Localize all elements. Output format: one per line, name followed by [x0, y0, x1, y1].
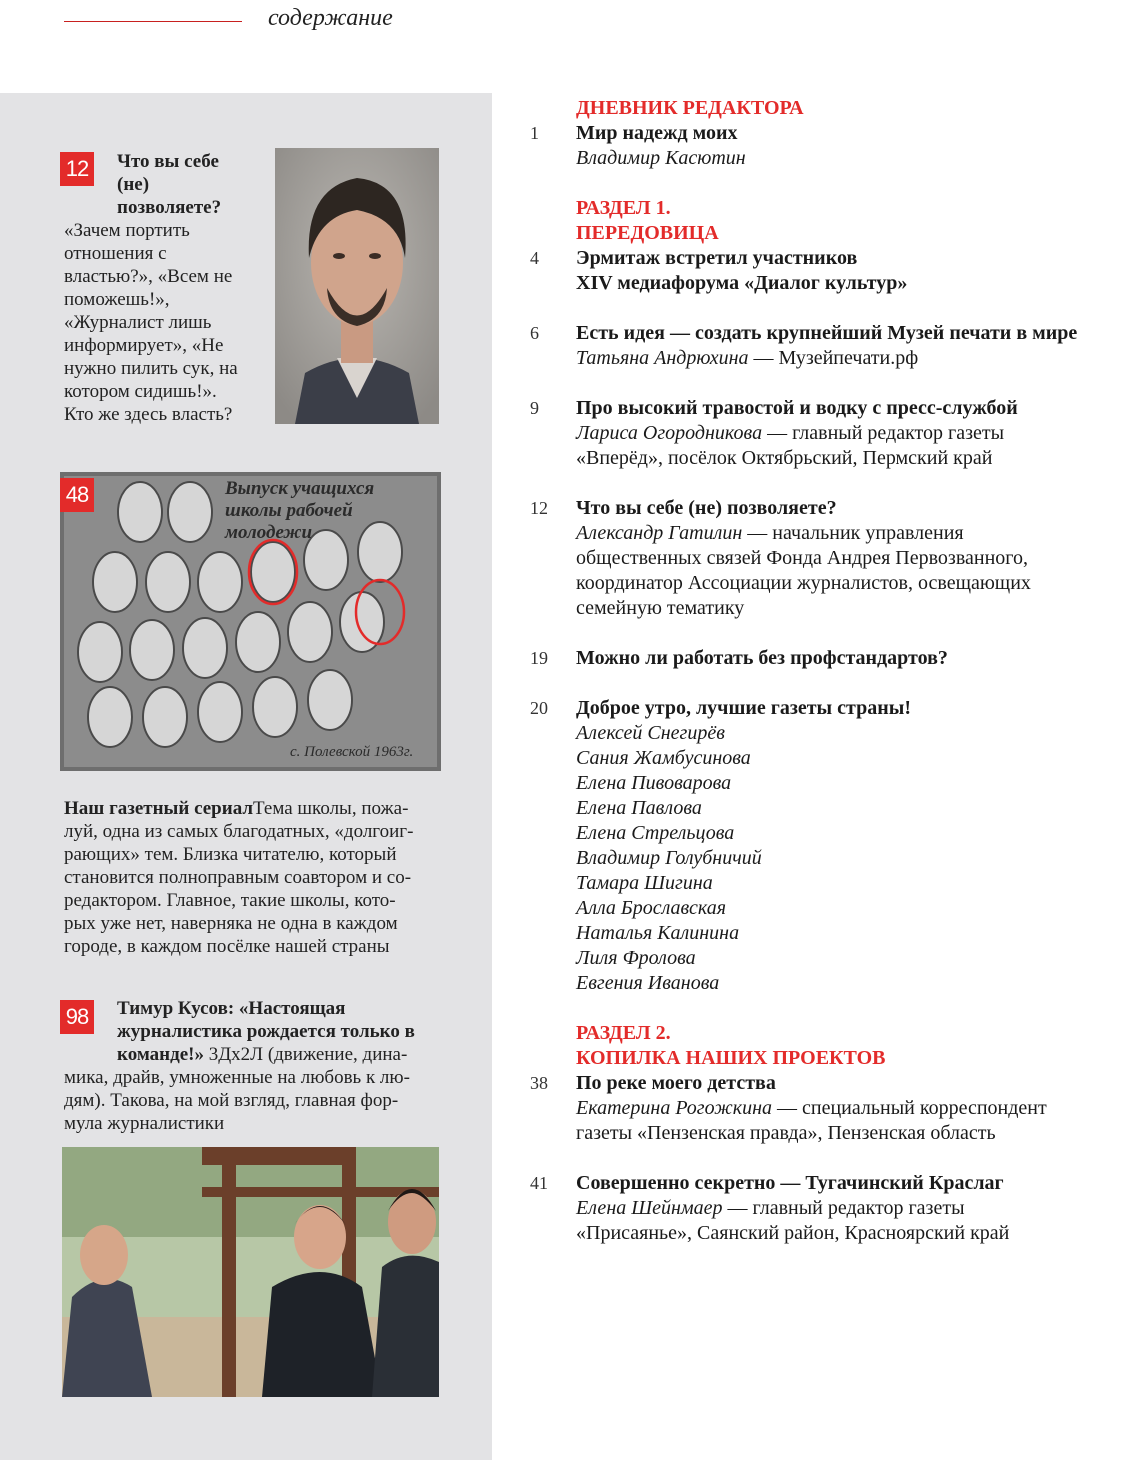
section-heading-diary: ДНЕВНИК РЕДАКТОРА	[576, 97, 804, 119]
toc-entry-38[interactable]: 38 По реке моего детства Екатерина Рогожкина — специальный корреспондент газеты «Пензенская правда», Пензенская область	[530, 1071, 1110, 1146]
toc-entry-author: Александр Гатилин	[576, 522, 743, 544]
toc-entry-title: По реке моего детства	[576, 1072, 776, 1094]
toc-entry-author: Елена Шейнмаер	[576, 1197, 723, 1219]
toc-entry-20[interactable]	[530, 696, 1110, 996]
toc-entry-title: Что вы себе (не) позволяете?	[576, 497, 837, 519]
page-header-title: содержание	[268, 5, 393, 31]
toc-page-number: 20	[530, 698, 548, 718]
section-heading-1: РАЗДЕЛ 1. ПЕРЕДОВИЦА	[576, 197, 719, 244]
toc-page-number: 19	[530, 648, 548, 668]
toc-entry-author: Елена Стрельцова	[576, 822, 735, 844]
sidebar-item3-title: Тимур Кусов: «Настоящая журналистика рождается только в команде!» 3Дх2Л (движение, дина-	[117, 998, 415, 1065]
toc-entry-19[interactable]	[530, 646, 1110, 671]
toc-entry-41[interactable]: 41 Совершенно секретно — Тугачинский Краслаг Елена Шейнмаер — главный редактор газеты «Присаянье», Саянский район, Красноярский край	[530, 1171, 1110, 1246]
sidebar-item3-text: мика, драйв, умноженные на любовь к лю- дям). Такова, на мой взгляд, главная фор- мула журналистики	[64, 1067, 410, 1134]
toc-entry-author: Алексей Снегирёв	[576, 722, 725, 744]
toc-entry-4[interactable]	[530, 246, 1110, 296]
toc-entry-author: Владимир Касютин	[576, 147, 746, 169]
toc-entry-author: Лиля Фролова	[576, 947, 696, 969]
toc-entry-6[interactable]: 6 Есть идея — создать крупнейший Музей печати в мире Татьяна Андрюхина — Музейпечати.рф	[530, 321, 1110, 371]
toc-page-number: 12	[530, 498, 548, 518]
toc-page-number: 4	[530, 248, 539, 268]
toc-entry-1[interactable]	[530, 121, 1110, 171]
toc-entry-author: Елена Пивоварова	[576, 772, 732, 794]
toc-entry-title-line2: XIV медиафорума «Диалог культур»	[576, 272, 908, 294]
toc-page-number: 38	[530, 1073, 548, 1093]
toc-entry-author: Сания Жамбусинова	[576, 747, 751, 769]
toc-page-number: 9	[530, 398, 539, 418]
toc-entry-title: Доброе утро, лучшие газеты страны!	[576, 697, 912, 719]
toc-entry-author: Елена Павлова	[576, 797, 702, 819]
toc-page-number: 1	[530, 123, 539, 143]
class-photo-1963	[60, 472, 441, 771]
page-badge-12: 12	[60, 152, 94, 186]
toc-entry-author: Владимир Голубничий	[576, 847, 762, 869]
toc-entry-title: Есть идея — создать крупнейший Музей печати в мире	[576, 322, 1078, 344]
toc-entry-author: Лариса Огородникова	[576, 422, 763, 444]
sidebar-item1-title: Что вы себе (не) позволяете?	[117, 151, 222, 218]
toc-entry-12[interactable]: 12 Что вы себе (не) позволяете? Александр Гатилин — начальник управления общественных связей Фонда Андрея Первозванного, координатор Ассоциации журналистов, освещающих семейную тематику	[530, 496, 1110, 621]
toc-page-number: 41	[530, 1173, 548, 1193]
toc-entry-title: Эрмитаж встретил участников	[576, 247, 858, 269]
toc-entry-title: Про высокий травостой и водку с пресс-службой	[576, 397, 1018, 419]
table-of-contents	[530, 96, 1110, 1246]
toc-entry-title: Совершенно секретно — Тугачинский Краслаг	[576, 1172, 1004, 1194]
sidebar-item1-text: «Зачем портить отношения с властью?», «Всем не поможешь!», «Журналист лишь информирует», «Не нужно пилить сук, на котором сидишь!». Кто же здесь власть?	[64, 220, 238, 425]
toc-entry-author: Евгения Иванова	[576, 972, 720, 994]
photo-caption: Выпуск учащихся школы рабочей молодежи	[225, 478, 375, 543]
group-photo	[62, 1147, 439, 1397]
header-rule	[64, 21, 242, 22]
sidebar-item2-text: Наш газетный сериалТема школы, пожа- луй, одна из самых благодатных, «долгоиг- рающих» тем. Близка читателю, который становится полноправным соавтором и со- редактором. Главное, такие школы, кото- рых уже нет, наверняка не одна в каждом городе, в каждом посёлке нашей страны	[64, 798, 414, 957]
toc-entry-author: Екатерина Рогожкина	[576, 1097, 772, 1119]
photo-year: с. Полевской 1963г.	[290, 744, 414, 760]
toc-page-number: 6	[530, 323, 539, 343]
toc-entry-author: Тамара Шигина	[576, 872, 713, 894]
toc-entry-author: Наталья Калинина	[576, 922, 740, 944]
page-badge-98: 98	[60, 1000, 94, 1034]
toc-entry-9[interactable]: 9 Про высокий травостой и водку с пресс-службой Лариса Огородникова — главный редактор газеты «Вперёд», посёлок Октябрьский, Пермский край	[530, 396, 1110, 471]
toc-entry-title: Можно ли работать без профстандартов?	[576, 647, 948, 669]
page-badge-48: 48	[60, 478, 94, 512]
toc-entry-author: Алла Брославская	[576, 897, 726, 919]
toc-entry-title: Мир надежд моих	[576, 122, 738, 144]
toc-entry-author: Татьяна Андрюхина	[576, 347, 749, 369]
section-heading-2: РАЗДЕЛ 2. КОПИЛКА НАШИХ ПРОЕКТОВ	[576, 1022, 886, 1069]
portrait-photo	[275, 148, 439, 424]
